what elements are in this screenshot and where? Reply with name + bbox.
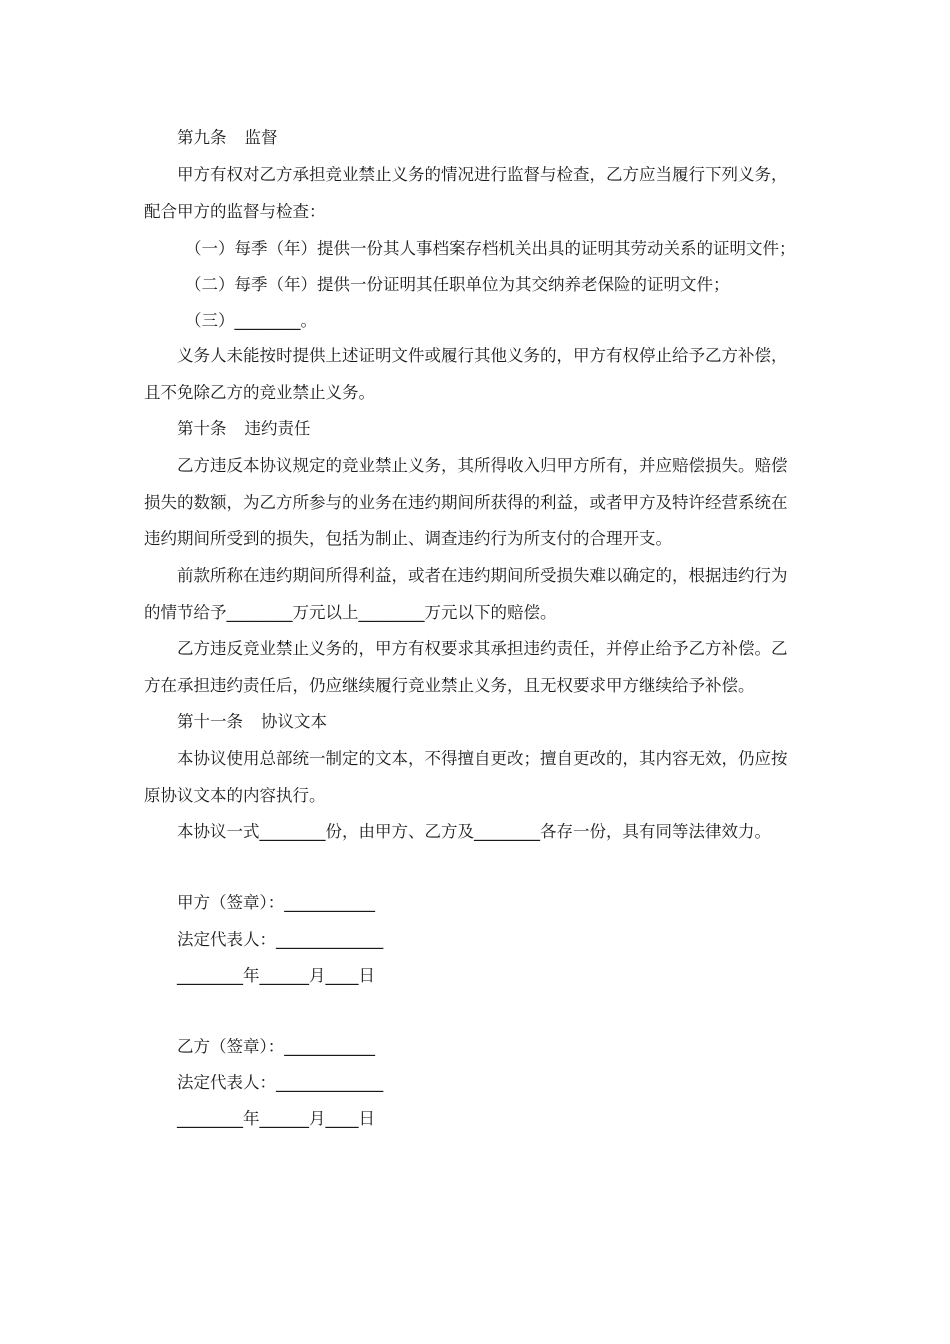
party-b-seal-line: 乙方（签章）：___________ <box>177 1037 375 1056</box>
article-10-number: 第十条 <box>177 419 227 438</box>
article-9-item-3: （三）________。 <box>185 311 317 330</box>
article-9-heading <box>177 128 847 150</box>
article-9-item-2: （二）每季（年）提供一份证明其任职单位为其交纳养老保险的证明文件； <box>185 275 730 294</box>
article-10-paragraph-2-line-1: 前款所称在违约期间所得利益，或者在违约期间所受损失难以确定的，根据违约行为 <box>177 566 788 585</box>
article-10-paragraph-3-line-2: 方在承担违约责任后，仍应继续履行竞业禁止义务，且无权要求甲方继续给予补偿。 <box>144 676 755 695</box>
article-10-heading <box>177 419 847 441</box>
party-a-representative-line: 法定代表人：_____________ <box>177 930 384 949</box>
article-10-paragraph-2-line-2: 的情节给予________万元以上________万元以下的赔偿。 <box>144 603 557 622</box>
article-10-paragraph-1-line-1: 乙方违反本协议规定的竞业禁止义务，其所得收入归甲方所有，并应赔偿损失。赔偿 <box>177 456 788 475</box>
party-a-seal-line: 甲方（签章）：___________ <box>177 893 375 912</box>
article-11-paragraph-2: 本协议一式________份，由甲方、乙方及________各存一份，具有同等法律效力。 <box>177 822 771 841</box>
article-10-paragraph-1-line-2: 损失的数额，为乙方所参与的业务在违约期间所获得的利益，或者甲方及特许经营系统在 <box>144 493 788 512</box>
article-9-number: 第九条 <box>177 128 227 147</box>
party-a-date-line: ________年______月____日 <box>177 966 375 985</box>
article-9-name: 监督 <box>244 128 278 147</box>
party-b-date-line: ________年______月____日 <box>177 1109 375 1128</box>
article-10-paragraph-1-line-3: 违约期间所受到的损失，包括为制止、调查违约行为所支付的合理开支。 <box>144 529 672 548</box>
article-11-number: 第十一条 <box>177 712 243 731</box>
article-11-paragraph-1-line-1: 本协议使用总部统一制定的文本，不得擅自更改；擅自更改的，其内容无效，仍应按 <box>177 749 788 768</box>
article-9-paragraph-2-line-1: 义务人未能按时提供上述证明文件或履行其他义务的，甲方有权停止给予乙方补偿， <box>177 346 788 365</box>
article-10-paragraph-3-line-1: 乙方违反竞业禁止义务的，甲方有权要求其承担违约责任，并停止给予乙方补偿。乙 <box>177 639 788 658</box>
article-11-paragraph-1-line-2: 原协议文本的内容执行。 <box>144 786 326 805</box>
article-9-paragraph-1-line-2: 配合甲方的监督与检查： <box>144 202 326 221</box>
article-9-paragraph-1-line-1: 甲方有权对乙方承担竞业禁止义务的情况进行监督与检查，乙方应当履行下列义务， <box>177 165 788 184</box>
article-9-paragraph-2-line-2: 且不免除乙方的竞业禁止义务。 <box>144 383 375 402</box>
article-9-item-1: （一）每季（年）提供一份其人事档案存档机关出具的证明其劳动关系的证明文件； <box>185 239 796 258</box>
party-b-representative-line: 法定代表人：_____________ <box>177 1073 384 1092</box>
article-11-heading <box>177 712 847 734</box>
article-10-name: 违约责任 <box>244 419 311 438</box>
article-11-name: 协议文本 <box>261 712 327 731</box>
